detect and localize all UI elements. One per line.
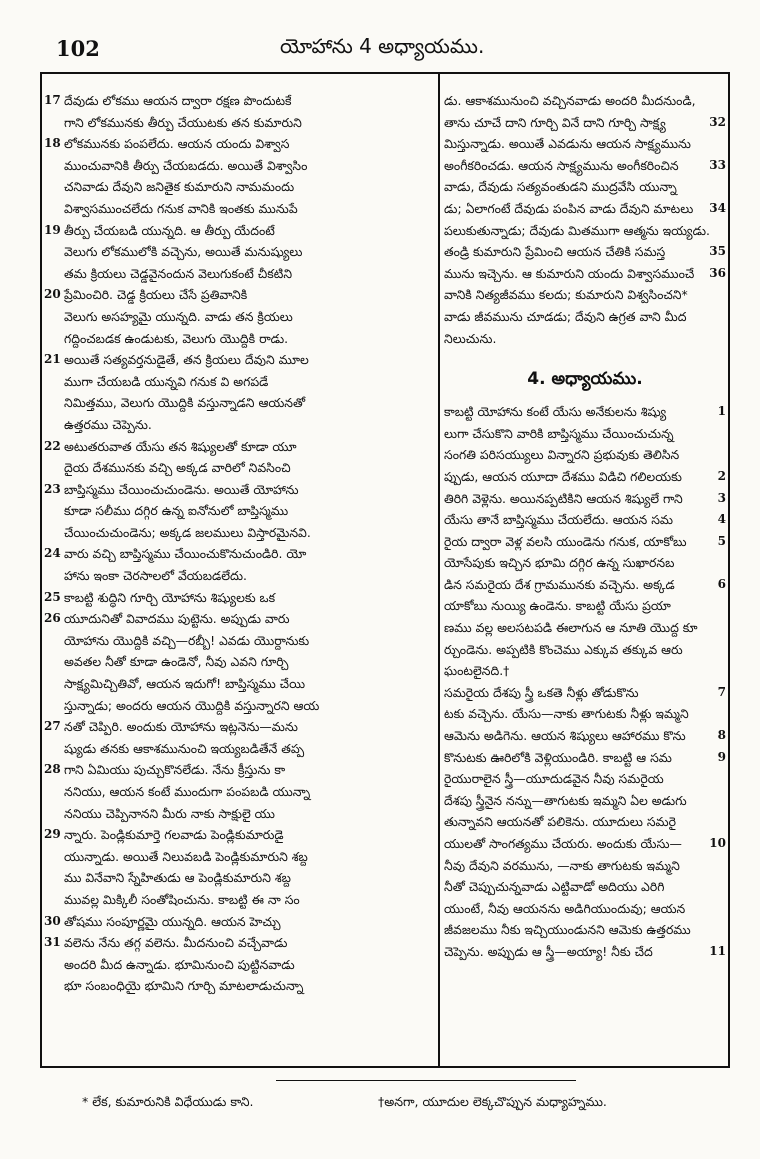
line-text: టకు వచ్చెను. యేసు—నాకు తాగుటకు నీళ్లు ఇమ్మని	[444, 706, 689, 722]
text-line	[44, 824, 428, 846]
text-line	[44, 284, 428, 306]
line-text: గాని ఏమియు పుచ్చుకొనలేడు. నేను క్రీస్తును కా	[64, 762, 286, 778]
line-text: అంగీకరించడు. ఆయన సాక్ష్యమును అంగీకరించిన	[444, 157, 679, 173]
line-text: యేసు తానే బాప్తిస్మము చేయలేదు. ఆయన సమ	[444, 512, 674, 528]
line-text: భూ సంబంధియై భూమిని గూర్చి మాటలాడుచున్నా	[64, 978, 304, 994]
text-line	[444, 263, 726, 285]
chapter-heading: 4. అధ్యాయము.	[527, 369, 643, 390]
text-line	[444, 155, 726, 177]
text-line	[44, 479, 428, 501]
text-line	[44, 738, 428, 760]
line-text: వారు వచ్చి బాప్తిస్మము చేయించుకొనుచుండిరి. యో	[64, 546, 307, 562]
line-text: అవతల నీతో కూడా ఉండెనో, నీవు ఎవని గూర్చి	[64, 654, 289, 670]
line-text: కూడా సలీము దగ్గిర ఉన్న ఐనోనులో బాప్తిస్మము	[64, 503, 289, 519]
line-text: అందరి మీద ఉన్నాడు. భూమినుంచి పుట్టినవాడు	[64, 956, 295, 972]
text-line	[44, 651, 428, 673]
line-text: డిన సమరైయ దేశ గ్రామమునకు వచ్చెను. అక్కడ	[444, 576, 675, 592]
line-text: గద్దించబడక ఉండుటకు, వెలుగు యొద్దికి రాడు.	[64, 330, 289, 346]
line-text: రైయ ద్వారా వెళ్ల వలసి యుండెను గనుక, యాకోబు	[444, 533, 687, 549]
text-line	[44, 975, 428, 997]
line-text: లోకమునకు పంపలేదు. ఆయన యందు విశ్వాస	[64, 136, 290, 152]
text-line	[444, 725, 726, 747]
text-line	[444, 423, 726, 445]
line-text: అటుతరువాత యేసు తన శిష్యులతో కూడా యూ	[64, 438, 297, 454]
text-line	[44, 112, 428, 134]
text-line	[44, 371, 428, 393]
line-text: వెలుగు లోకములోకి వచ్చెను, అయితే మనుష్యులు	[64, 244, 303, 260]
verse-number: 36	[709, 265, 726, 280]
text-line	[44, 889, 428, 911]
line-text: ప్రేమించిరి. చెడ్డ క్రియలు చేసే ప్రతివానికి	[64, 287, 248, 303]
line-text: యోసేపుకు ఇచ్చిన భూమి దగ్గిర ఉన్న సుఖారనబ	[444, 555, 675, 571]
line-text: నతో చెప్పిరి. అందుకు యోహాను ఇట్లనెను—మను	[64, 719, 298, 735]
line-text: తండ్రి కుమారుని ప్రేమించి ఆయన చేతికి సమస్త	[444, 244, 666, 260]
text-line	[444, 898, 726, 920]
text-line	[44, 392, 428, 414]
text-line	[444, 660, 726, 682]
line-text: మిస్తున్నాడు. అయితే ఎవడును ఆయన సాక్ష్యమును	[444, 136, 691, 152]
footnote-dagger: †అనగా, యూదుల లెక్కచొప్పున మధ్యాహ్నము.	[378, 1094, 607, 1109]
text-line	[44, 198, 428, 220]
line-text: గాని లోకమునకు తీర్పు చేయుటకు తన కుమారుని	[64, 114, 302, 130]
line-text: పలుకుతున్నాడు; దేవుడు మితముగా ఆత్మను ఇయ్యడు.	[444, 222, 710, 238]
text-line	[44, 457, 428, 479]
line-text: దైయ దేశమునకు వచ్చి అక్కడ వారిలో నివసించి	[64, 460, 291, 476]
verse-number: 28	[44, 762, 61, 777]
verse-number: 1	[717, 404, 726, 419]
text-line	[444, 306, 726, 328]
line-text: కాబట్టి శుద్ధిని గూర్చి యోహాను శిష్యులకు ఒక	[64, 589, 276, 605]
text-line	[444, 833, 726, 855]
line-text: డు. ఆకాశమునుంచి వచ్చినవాడు అందరి మీదనుండి,	[444, 93, 696, 108]
text-line	[44, 867, 428, 889]
line-text: ర్చుండెను. అప్పటికి కొంచెము ఎక్కువ తక్కువ ఆరు	[444, 641, 683, 657]
line-text: తోషము సంపూర్ణమై యున్నది. ఆయన హెచ్చు	[64, 913, 281, 929]
line-text: యుంటే, నీవు ఆయనను అడిగియుందువు; ఆయన	[444, 900, 686, 916]
verse-number: 11	[709, 943, 726, 958]
right-column	[444, 90, 726, 963]
verse-number: 10	[709, 836, 726, 850]
text-line	[44, 306, 428, 328]
text-line	[44, 846, 428, 868]
text-line	[444, 488, 726, 510]
verse-number: 7	[717, 684, 726, 699]
text-line	[44, 349, 428, 371]
text-line	[444, 919, 726, 941]
line-text: సాక్ష్యమిచ్చితివో, ఆయన ఇదుగో! బాప్తిస్మము చేయి	[64, 676, 306, 692]
line-text: హాను ఇంకా చెరసాలలో వేయబడలేదు.	[64, 568, 247, 584]
text-line	[44, 328, 428, 350]
text-line	[44, 220, 428, 242]
line-text: యులతో సాంగత్యము చేయరు. అందుకు యేసు—	[444, 836, 682, 851]
line-text: తిరిగి వెళ్లెను. అయినప్పటికిని ఆయన శిష్యులే గాని	[444, 490, 683, 506]
verse-number: 9	[717, 749, 726, 764]
verse-number: 20	[44, 287, 61, 302]
text-line	[44, 803, 428, 825]
text-line	[44, 587, 428, 609]
text-line	[44, 522, 428, 544]
verse-number: 8	[717, 728, 726, 743]
line-text: ముగా చేయబడి యున్నవి గనుక వి అగపడే	[64, 373, 269, 389]
text-line	[44, 781, 428, 803]
line-text: నిమిత్తము, వెలుగు యొద్దికి వస్తున్నాడని ఆయనతో	[64, 395, 306, 411]
text-line	[444, 682, 726, 704]
text-line	[44, 436, 428, 458]
running-header: యోహాను 4 అధ్యాయము.	[280, 34, 485, 58]
line-text: దేశపు స్త్రీనైన నన్ను—తాగుటకు ఇమ్మని ఏల అడుగు	[444, 792, 687, 808]
text-line	[444, 595, 726, 617]
text-line	[44, 414, 428, 436]
line-text: న్నారు. పెండ్లికుమార్తె గలవాడు పెండ్లికుమారుడై	[64, 827, 284, 843]
line-text: అయితే సత్యవర్తనుడైతే, తన క్రియలు దేవుని మూల	[64, 352, 309, 368]
text-line	[44, 263, 428, 285]
line-text: తున్నావని ఆయనతో పలికెను. యూదులు సమరై	[444, 814, 676, 830]
line-text: యున్నాడు. అయితే నిలువబడి పెండ్లికుమారుని శబ్ద	[64, 848, 308, 864]
line-text: జీవజలము నీకు ఇచ్చియుండునని ఆమెకు ఉత్తరము	[444, 922, 691, 938]
line-text: నీతో చెప్పుచున్నవాడు ఎట్టివాడో అదియు ఎరిగి	[444, 879, 665, 895]
footnote-star: * లేక, కుమారునికి విధేయుడు కాని.	[82, 1094, 254, 1109]
text-line	[444, 552, 726, 574]
line-text: సంగతి పరిసయ్యులు విన్నారని ప్రభువుకు తెలిసిన	[444, 447, 680, 463]
line-text: ఉత్తరము చెప్పెను.	[64, 416, 152, 432]
line-text: డు; ఏలాగంటే దేవుడు పంపిన వాడు దేవుని మాటలు	[444, 200, 694, 216]
line-text: నిలుచును.	[444, 330, 497, 346]
text-line	[444, 811, 726, 833]
verse-number: 30	[44, 913, 61, 928]
line-text: కాబట్టి యోహాను కంటే యేసు అనేకులను శిష్యు	[444, 404, 667, 420]
line-text: యోహాను యొద్దికి వచ్చి—రబ్బీ! ఎవడు యొర్దానుకు	[64, 632, 310, 648]
text-line	[444, 703, 726, 725]
text-line	[444, 444, 726, 466]
line-text: కొనుటకు ఊరిలోకి వెళ్లియుండిరి. కాబట్టి ఆ సమ	[444, 749, 672, 765]
line-text: వాడు జీవమును చూడడు; దేవుని ఉగ్రత వాని మీద	[444, 308, 687, 324]
page-number: 102	[56, 36, 100, 61]
text-line	[44, 673, 428, 695]
text-line	[444, 855, 726, 877]
verse-number: 21	[44, 352, 61, 367]
verse-number: 3	[717, 490, 726, 505]
text-line	[44, 90, 428, 112]
verse-number: 25	[44, 589, 61, 604]
text-line	[444, 220, 726, 242]
text-line	[444, 509, 726, 531]
text-line	[444, 747, 726, 769]
verse-number: 29	[44, 827, 61, 842]
verse-number: 4	[717, 512, 726, 527]
line-text: తమ క్రియలు చెడ్డవైనందున వెలుగుకంటే చీకటిని	[64, 265, 293, 281]
line-text: వానికి నిత్యజీవము కలదు; కుమారుని విశ్వసించని*	[444, 287, 688, 303]
line-text: వలెను నేను తగ్గ వలెను. మీదనుంచి వచ్చేవాడు	[64, 935, 288, 951]
text-line	[44, 759, 428, 781]
line-text: యాకోబు నుయ్యి ఉండెను. కాబట్టి యేసు ప్రయా	[444, 598, 671, 614]
line-text: చనివాడు దేవుని జనితైక కుమారుని నామమందు	[64, 179, 295, 195]
text-line	[44, 565, 428, 587]
text-line	[444, 531, 726, 553]
line-text: ఘంటలైనది.†	[444, 663, 510, 679]
line-text: తీర్పు చేయబడి యున్నది. ఆ తీర్పు యేదంటే	[64, 222, 275, 238]
line-text: ముంచువానికి తీర్పు చేయబడదు. అయితే విశ్వాసిం	[64, 157, 308, 173]
verse-number: 23	[44, 481, 61, 496]
text-line	[444, 198, 726, 220]
text-line	[44, 911, 428, 933]
text-line	[444, 639, 726, 661]
line-text: సమరైయ దేశపు స్త్రీ ఒకతె నీళ్లు తోడుకొను	[444, 684, 639, 700]
text-line	[444, 241, 726, 263]
line-text: ణము వల్ల అలసటపడి ఈలాగున ఆ నూతి యొద్ద కూ	[444, 620, 698, 636]
line-text: చేయించుచుండెను; అక్కడ జలములు విస్తారమైనవి.	[64, 524, 311, 540]
text-line	[44, 608, 428, 630]
text-line	[444, 768, 726, 790]
line-text: లుగా చేసుకొని వారికి బాప్తిస్మము చేయించుచున్న	[444, 425, 674, 441]
line-text: నీవు దేవుని వరమును, —నాకు తాగుటకు ఇమ్మని	[444, 857, 680, 873]
line-text: రైయురాలైన స్త్రీ—యూదుడవైన నీవు సమరైయ	[444, 771, 664, 787]
line-text: ననియు చెప్పినానని మీరు నాకు సాక్షులై యు	[64, 805, 275, 821]
line-text: స్తున్నాడు; అందరు ఆయన యొద్దికి వస్తున్నారని ఆయ	[64, 697, 320, 713]
text-line	[44, 241, 428, 263]
text-line	[44, 716, 428, 738]
text-line	[44, 155, 428, 177]
line-text: ష్యుడు తనకు ఆకాశమునుంచి ఇయ్యబడితేనే తప్ప	[64, 740, 305, 756]
verse-number: 27	[44, 719, 61, 734]
text-line	[44, 543, 428, 565]
line-text: ఆమెను అడిగెను. ఆయన శిష్యులు ఆహారము కొను	[444, 728, 686, 744]
line-text: తాను చూచే దాని గూర్చి వినే దాని గూర్చి సాక్ష్య	[444, 114, 666, 130]
text-line	[444, 176, 726, 198]
text-line	[444, 401, 726, 423]
text-line	[44, 695, 428, 717]
verse-number: 26	[44, 611, 61, 626]
footnote-rule	[276, 1080, 576, 1081]
verse-number: 32	[709, 114, 726, 129]
verse-number: 18	[44, 136, 61, 151]
line-text: దేవుడు లోకము ఆయన ద్వారా రక్షణ పొందుటకే	[64, 93, 292, 108]
verse-number: 5	[717, 533, 726, 548]
line-text: యూదునితో వివాదము పుట్టెను. అప్పుడు వారు	[64, 611, 290, 627]
text-line	[444, 574, 726, 596]
text-line	[444, 466, 726, 488]
line-text: ననియు, ఆయన కంటే ముందుగా పంపబడి యున్నా	[64, 784, 311, 799]
line-text: ప్పుడు, ఆయన యూదా దేశము విడిచి గలిలయకు	[444, 468, 682, 484]
line-text: ము వినేవాని స్నేహితుడు ఆ పెండ్లికుమారుని శబ్ద	[64, 870, 291, 886]
text-line	[44, 954, 428, 976]
text-line	[444, 90, 726, 112]
line-text: చెప్పెను. అప్పుడు ఆ స్త్రీ—అయ్యా! నీకు చేద	[444, 943, 653, 959]
text-line	[444, 941, 726, 963]
line-text: బాప్తిస్మము చేయించుచుండెను. అయితే యోహాను	[64, 481, 299, 497]
verse-number: 2	[717, 468, 726, 483]
verse-number: 17	[44, 93, 61, 107]
text-frame	[40, 72, 730, 1068]
text-line	[44, 176, 428, 198]
text-line	[44, 630, 428, 652]
line-text: మును ఇచ్చెను. ఆ కుమారుని యందు విశ్వాసముంచే	[444, 265, 695, 281]
verse-number: 31	[44, 935, 61, 950]
text-line	[44, 133, 428, 155]
line-text: విశ్వాసముంచలేదు గనుక వానికి ఇంతకు మునుపే	[64, 200, 298, 216]
text-line	[44, 932, 428, 954]
line-text: మువల్ల మిక్కిలీ సంతోషించును. కాబట్టి ఈ నా సం	[64, 891, 300, 907]
line-text: వాడు, దేవుడు సత్యవంతుడని ముద్రవేసి యున్నా	[444, 179, 677, 195]
line-text: వెలుగు అసహ్యమై యున్నది. వాడు తన క్రియలు	[64, 308, 293, 324]
column-divider	[438, 74, 440, 1066]
verse-number: 24	[44, 546, 61, 561]
text-line	[444, 790, 726, 812]
text-line	[444, 617, 726, 639]
verse-number: 33	[709, 157, 726, 172]
verse-number: 34	[709, 200, 726, 215]
verse-number: 19	[44, 222, 61, 237]
verse-number: 35	[709, 244, 726, 259]
text-line	[444, 112, 726, 134]
verse-number: 22	[44, 438, 61, 453]
text-line	[444, 876, 726, 898]
text-line	[444, 284, 726, 306]
verse-number: 6	[717, 576, 726, 591]
text-line	[444, 133, 726, 155]
text-line	[44, 500, 428, 522]
left-column	[44, 90, 428, 997]
text-line	[444, 328, 726, 350]
